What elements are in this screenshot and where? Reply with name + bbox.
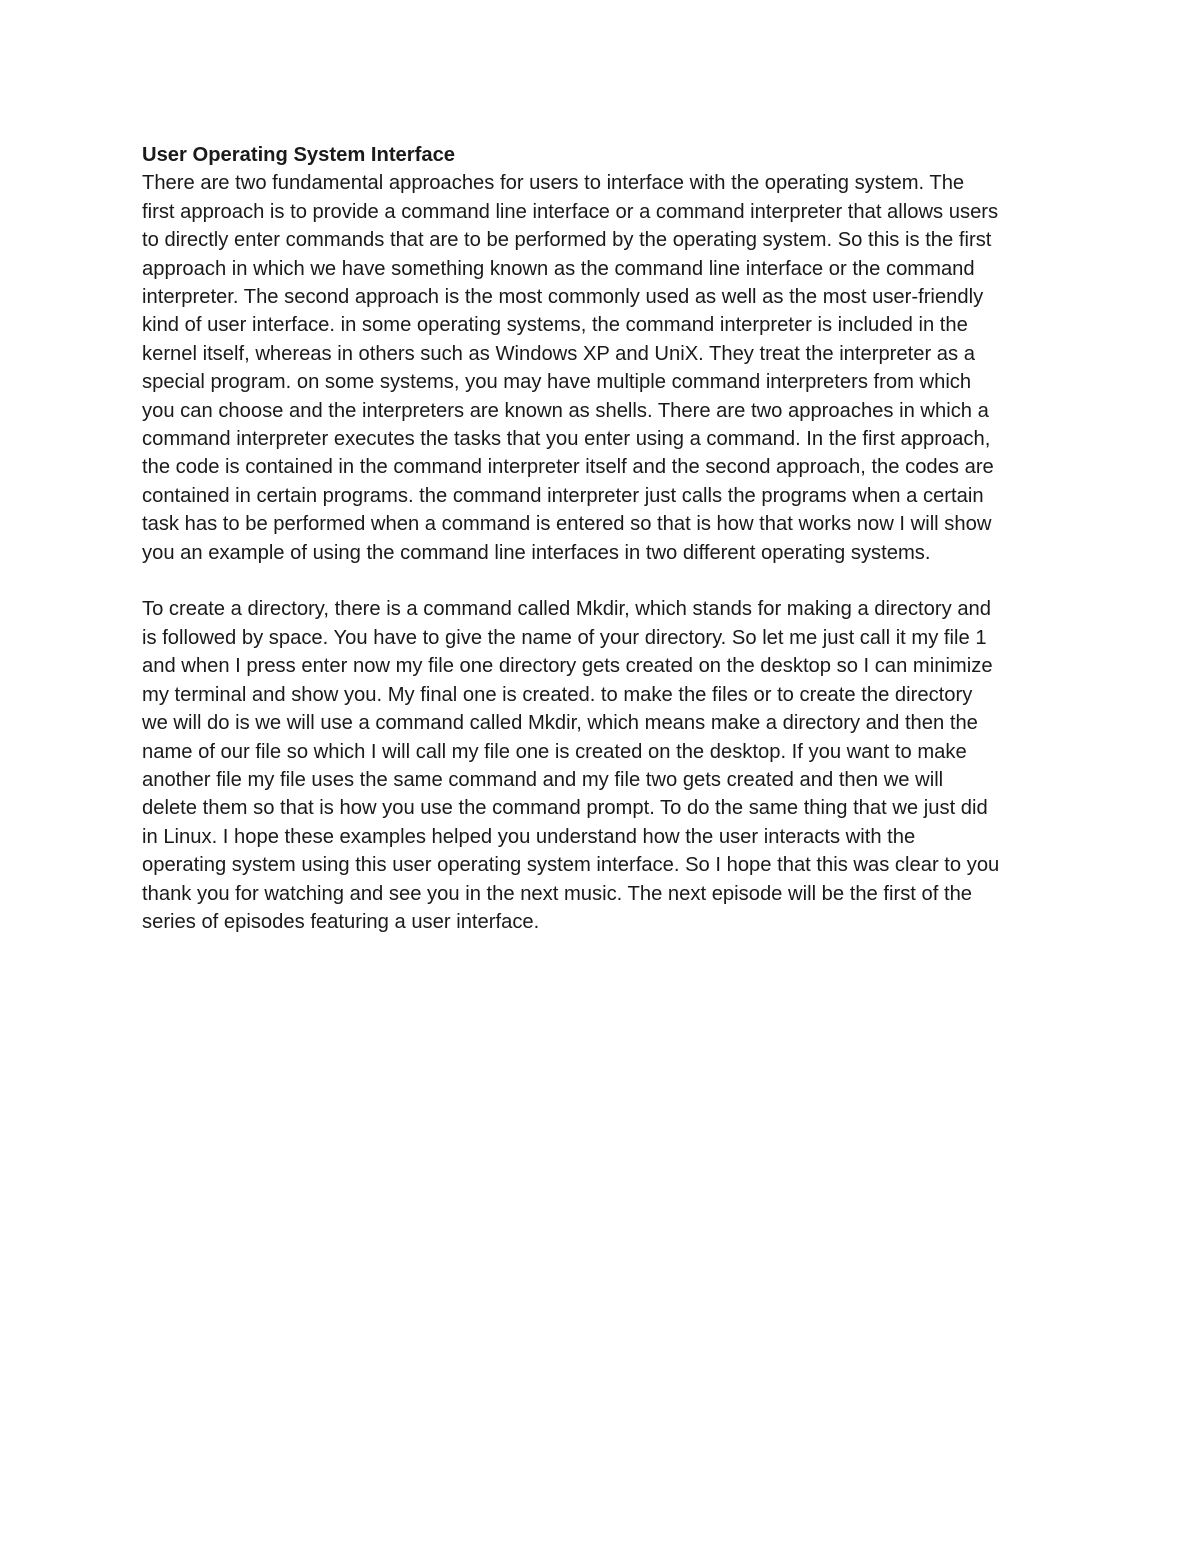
paragraph-line: approach in which we have something known as the command line interface or the command bbox=[142, 257, 975, 280]
paragraph-line: you an example of using the command line interfaces in two different operating systems. bbox=[142, 541, 931, 564]
paragraph-line: my terminal and show you. My final one is created. to make the files or to create the directory bbox=[142, 683, 973, 706]
paragraph-line: operating system using this user operating system interface. So I hope that this was clear to you bbox=[142, 854, 1000, 877]
paragraph-line: To create a directory, there is a command called Mkdir, which stands for making a directory and bbox=[142, 598, 991, 621]
paragraph-line: command interpreter executes the tasks that you enter using a command. In the first approach, bbox=[142, 428, 991, 451]
paragraph-line: kernel itself, whereas in others such as Windows XP and UniX. They treat the interpreter as a bbox=[142, 342, 975, 365]
paragraph-line: in Linux. I hope these examples helped you understand how the user interacts with the bbox=[142, 825, 916, 848]
paragraph-line: There are two fundamental approaches for users to interface with the operating system. The bbox=[142, 172, 965, 195]
paragraph-line: we will do is we will use a command called Mkdir, which means make a directory and then the bbox=[142, 712, 978, 735]
paragraph-line: task has to be performed when a command is entered so that is how that works now I will show bbox=[142, 513, 992, 536]
paragraph-line: interpreter. The second approach is the most commonly used as well as the most user-friendly bbox=[142, 286, 984, 309]
paragraph-line: contained in certain programs. the command interpreter just calls the programs when a certain bbox=[142, 484, 984, 507]
paragraph-line: name of our file so which I will call my file one is created on the desktop. If you want to make bbox=[142, 740, 967, 763]
paragraph-line: thank you for watching and see you in the next music. The next episode will be the first of the bbox=[142, 882, 973, 905]
paragraph-line: kind of user interface. in some operating systems, the command interpreter is included in the bbox=[142, 314, 968, 337]
document-heading: User Operating System Interface bbox=[142, 144, 456, 166]
paragraph-2 bbox=[142, 595, 1064, 936]
paragraph-line: to directly enter commands that are to be performed by the operating system. So this is the first bbox=[142, 229, 992, 252]
paragraph-line: series of episodes featuring a user interface. bbox=[142, 910, 540, 933]
document-body bbox=[142, 141, 1064, 936]
paragraph-line: special program. on some systems, you may have multiple command interpreters from which bbox=[142, 371, 972, 394]
paragraph-line: delete them so that is how you use the command prompt. To do the same thing that we just did bbox=[142, 797, 988, 820]
paragraph-line: first approach is to provide a command line interface or a command interpreter that allows users bbox=[142, 200, 999, 223]
paragraph-line: the code is contained in the command interpreter itself and the second approach, the codes are bbox=[142, 456, 994, 479]
paragraph-1 bbox=[142, 169, 1064, 567]
paragraph-line: another file my file uses the same command and my file two gets created and then we will bbox=[142, 768, 944, 791]
paragraph-line: you can choose and the interpreters are known as shells. There are two approaches in which a bbox=[142, 399, 989, 422]
paragraph-line: is followed by space. You have to give the name of your directory. So let me just call it my file 1 bbox=[142, 626, 987, 649]
paragraph-line: and when I press enter now my file one directory gets created on the desktop so I can minimize bbox=[142, 655, 993, 678]
